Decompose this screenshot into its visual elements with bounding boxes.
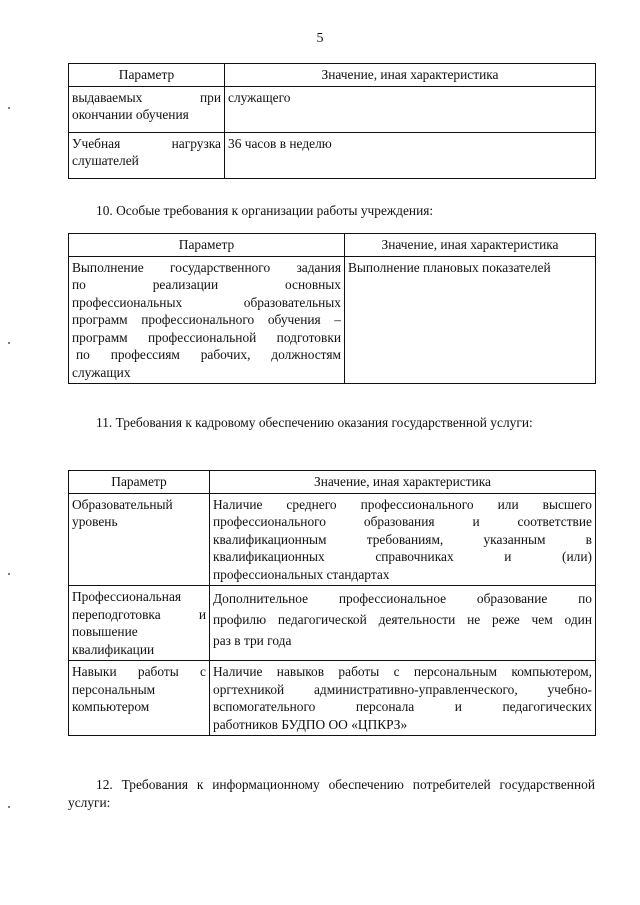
table-special-requirements bbox=[68, 233, 596, 384]
value-line: квалификационных справочниках и (или) bbox=[213, 549, 592, 564]
param-line: Учебная нагрузка bbox=[72, 135, 221, 151]
param-cell bbox=[69, 586, 210, 661]
value-cell bbox=[210, 493, 596, 586]
param-line: переподготовка и bbox=[72, 606, 206, 622]
param-line: уровень bbox=[72, 514, 118, 529]
value-cell bbox=[210, 586, 596, 661]
column-header-parameter: Параметр bbox=[69, 471, 210, 494]
param-line: Профессиональная bbox=[72, 589, 182, 604]
table-row bbox=[69, 493, 596, 586]
value-line: профессионального образования и соответствие bbox=[213, 514, 592, 529]
page-number: 5 bbox=[316, 31, 324, 46]
param-line: Выполнение государственного задания bbox=[72, 259, 341, 275]
param-line: окончании обучения bbox=[72, 107, 189, 122]
table-graduation-info bbox=[68, 63, 596, 179]
param-cell bbox=[69, 256, 345, 384]
column-header-parameter: Параметр bbox=[69, 64, 225, 87]
param-line: квалификации bbox=[72, 641, 155, 657]
value-line: вспомогательного персонала и педагогических bbox=[213, 699, 592, 714]
table-header-row bbox=[69, 471, 596, 494]
value-line: Дополнительное профессиональное образование по bbox=[213, 591, 592, 606]
param-line: слушателей bbox=[72, 153, 139, 168]
table-row bbox=[69, 132, 596, 178]
value-line: квалификационным требованиям, указанным в bbox=[213, 531, 592, 547]
param-cell bbox=[69, 132, 225, 178]
table-row bbox=[69, 586, 596, 661]
param-line: повышение bbox=[72, 624, 138, 639]
value-line: раз в три года bbox=[213, 633, 292, 648]
param-cell bbox=[69, 493, 210, 586]
value-cell: Выполнение плановых показателей bbox=[345, 256, 596, 384]
param-cell bbox=[69, 86, 225, 132]
value-line: оргтехникой административно-управленческого, учебно- bbox=[213, 681, 592, 697]
margin-mark bbox=[8, 806, 10, 808]
param-cell bbox=[69, 661, 210, 736]
value-cell: 36 часов в неделю bbox=[225, 132, 596, 178]
value-line: работников БУДПО ОО «ЦПКРЗ» bbox=[213, 716, 408, 732]
table-row bbox=[69, 661, 596, 736]
table-staffing-requirements bbox=[68, 470, 596, 736]
margin-mark bbox=[8, 342, 10, 344]
value-cell: служащего bbox=[225, 86, 596, 132]
section-12-heading: 12. Требования к информационному обеспечению потребителей государственной услуги: bbox=[68, 777, 595, 810]
margin-mark bbox=[8, 573, 10, 575]
value-line: профилю педагогической деятельности не реже чем один bbox=[213, 612, 592, 627]
param-line: Образовательный bbox=[72, 496, 173, 512]
param-line: по реализации основных bbox=[72, 277, 341, 292]
column-header-value: Значение, иная характеристика bbox=[345, 234, 596, 257]
value-cell bbox=[210, 661, 596, 736]
section-10-heading: 10. Особые требования к организации работы учреждения: bbox=[96, 203, 434, 218]
table-header-row bbox=[69, 234, 596, 257]
column-header-value: Значение, иная характеристика bbox=[225, 64, 596, 87]
param-line: персональным bbox=[72, 681, 156, 697]
column-header-value: Значение, иная характеристика bbox=[210, 471, 596, 494]
param-line: программ профессиональной подготовки bbox=[72, 329, 341, 345]
table-header-row bbox=[69, 64, 596, 87]
section-11-heading: 11. Требования к кадровому обеспечению оказания государственной услуги: bbox=[96, 415, 533, 430]
margin-mark bbox=[8, 107, 10, 109]
param-line: служащих bbox=[72, 364, 131, 380]
param-line: выдаваемых при bbox=[72, 89, 221, 105]
param-line: профессиональных образовательных bbox=[72, 294, 341, 310]
column-header-parameter: Параметр bbox=[69, 234, 345, 257]
value-line: Наличие навыков работы с персональным компьютером, bbox=[213, 664, 592, 679]
table-row bbox=[69, 86, 596, 132]
value-line: Наличие среднего профессионального или высшего bbox=[213, 496, 592, 512]
value-line: профессиональных стандартах bbox=[213, 566, 390, 582]
param-line: компьютером bbox=[72, 699, 150, 714]
param-line: программ профессионального обучения – bbox=[72, 312, 341, 327]
param-line: по профессиям рабочих, должностям bbox=[76, 347, 341, 362]
param-line: Навыки работы с bbox=[72, 664, 206, 679]
table-row bbox=[69, 256, 596, 384]
